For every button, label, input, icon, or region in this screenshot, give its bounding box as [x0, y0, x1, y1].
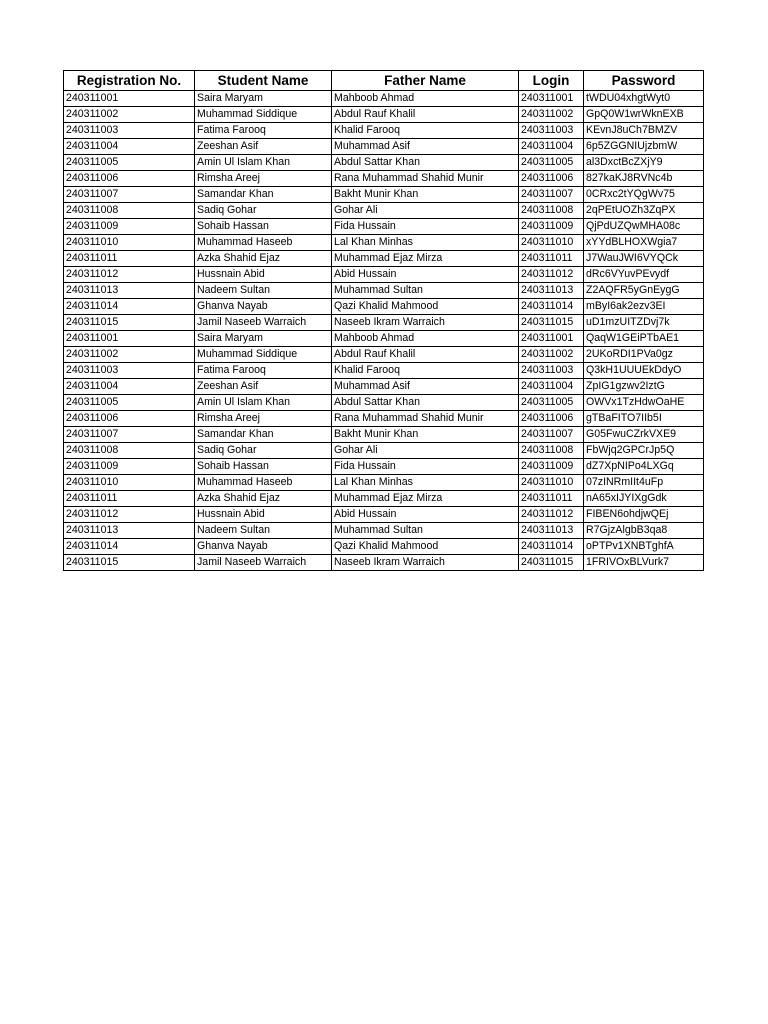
- login-cell: 240311005: [519, 155, 584, 171]
- registration-no-cell: 240311015: [64, 315, 195, 331]
- table-row: [64, 443, 704, 459]
- student-name-cell: Sadiq Gohar: [195, 203, 332, 219]
- registration-no-cell: 240311002: [64, 347, 195, 363]
- login-cell: 240311015: [519, 555, 584, 571]
- login-cell: 240311006: [519, 171, 584, 187]
- registration-no-cell: 240311010: [64, 475, 195, 491]
- student-name-cell: Samandar Khan: [195, 187, 332, 203]
- password-cell: xYYdBLHOXWgia7: [584, 235, 704, 251]
- registration-no-cell: 240311003: [64, 123, 195, 139]
- registration-no-cell: 240311012: [64, 507, 195, 523]
- student-name-cell: Jamil Naseeb Warraich: [195, 315, 332, 331]
- table-row: [64, 123, 704, 139]
- student-name-cell: Jamil Naseeb Warraich: [195, 555, 332, 571]
- password-cell: 827kaKJ8RVNc4b: [584, 171, 704, 187]
- login-cell: 240311008: [519, 443, 584, 459]
- father-name-cell: Muhammad Ejaz Mirza: [332, 251, 519, 267]
- student-name-cell: Fatima Farooq: [195, 123, 332, 139]
- father-name-cell: Abdul Rauf Khalil: [332, 347, 519, 363]
- student-name-cell: Azka Shahid Ejaz: [195, 491, 332, 507]
- student-name-cell: Zeeshan Asif: [195, 139, 332, 155]
- table-row: [64, 379, 704, 395]
- father-name-cell: Bakht Munir Khan: [332, 427, 519, 443]
- table-row: [64, 523, 704, 539]
- father-name-cell: Naseeb Ikram Warraich: [332, 315, 519, 331]
- student-name-cell: Hussnain Abid: [195, 267, 332, 283]
- table-row: [64, 347, 704, 363]
- password-cell: FbWjq2GPCrJp5Q: [584, 443, 704, 459]
- login-cell: 240311009: [519, 459, 584, 475]
- table-row: [64, 155, 704, 171]
- student-name-cell: Saira Maryam: [195, 331, 332, 347]
- password-cell: 07zINRmIIt4uFp: [584, 475, 704, 491]
- table-row: [64, 299, 704, 315]
- table-row: [64, 235, 704, 251]
- login-cell: 240311002: [519, 347, 584, 363]
- header-student-name: Student Name: [195, 71, 332, 91]
- father-name-cell: Lal Khan Minhas: [332, 235, 519, 251]
- father-name-cell: Muhammad Asif: [332, 379, 519, 395]
- table-row: [64, 283, 704, 299]
- table-row: [64, 139, 704, 155]
- father-name-cell: Abid Hussain: [332, 267, 519, 283]
- table-row: [64, 491, 704, 507]
- father-name-cell: Muhammad Sultan: [332, 523, 519, 539]
- father-name-cell: Muhammad Ejaz Mirza: [332, 491, 519, 507]
- father-name-cell: Mahboob Ahmad: [332, 331, 519, 347]
- credentials-table: [63, 70, 704, 571]
- table-body: [64, 91, 704, 571]
- father-name-cell: Fida Hussain: [332, 219, 519, 235]
- login-cell: 240311010: [519, 475, 584, 491]
- login-cell: 240311014: [519, 299, 584, 315]
- father-name-cell: Qazi Khalid Mahmood: [332, 299, 519, 315]
- student-name-cell: Fatima Farooq: [195, 363, 332, 379]
- password-cell: oPTPv1XNBTghfA: [584, 539, 704, 555]
- father-name-cell: Qazi Khalid Mahmood: [332, 539, 519, 555]
- father-name-cell: Lal Khan Minhas: [332, 475, 519, 491]
- student-name-cell: Muhammad Siddique: [195, 107, 332, 123]
- student-name-cell: Zeeshan Asif: [195, 379, 332, 395]
- login-cell: 240311004: [519, 139, 584, 155]
- table-row: [64, 107, 704, 123]
- header-password: Password: [584, 71, 704, 91]
- father-name-cell: Abdul Sattar Khan: [332, 155, 519, 171]
- table-row: [64, 219, 704, 235]
- student-name-cell: Amin Ul Islam Khan: [195, 155, 332, 171]
- student-name-cell: Saira Maryam: [195, 91, 332, 107]
- table-row: [64, 187, 704, 203]
- table-row: [64, 203, 704, 219]
- registration-no-cell: 240311004: [64, 379, 195, 395]
- father-name-cell: Khalid Farooq: [332, 363, 519, 379]
- table-row: [64, 267, 704, 283]
- login-cell: 240311003: [519, 363, 584, 379]
- table-row: [64, 331, 704, 347]
- registration-no-cell: 240311011: [64, 251, 195, 267]
- student-name-cell: Sohaib Hassan: [195, 459, 332, 475]
- login-cell: 240311005: [519, 395, 584, 411]
- login-cell: 240311012: [519, 507, 584, 523]
- password-cell: gTBaFITO7IIb5I: [584, 411, 704, 427]
- student-name-cell: Nadeem Sultan: [195, 283, 332, 299]
- student-name-cell: Sohaib Hassan: [195, 219, 332, 235]
- login-cell: 240311010: [519, 235, 584, 251]
- login-cell: 240311015: [519, 315, 584, 331]
- student-name-cell: Samandar Khan: [195, 427, 332, 443]
- registration-no-cell: 240311011: [64, 491, 195, 507]
- login-cell: 240311009: [519, 219, 584, 235]
- student-name-cell: Azka Shahid Ejaz: [195, 251, 332, 267]
- father-name-cell: Khalid Farooq: [332, 123, 519, 139]
- login-cell: 240311003: [519, 123, 584, 139]
- login-cell: 240311013: [519, 523, 584, 539]
- password-cell: G05FwuCZrkVXE9: [584, 427, 704, 443]
- father-name-cell: Abid Hussain: [332, 507, 519, 523]
- table-row: [64, 555, 704, 571]
- table-row: [64, 251, 704, 267]
- student-name-cell: Muhammad Siddique: [195, 347, 332, 363]
- password-cell: mByI6ak2ezv3EI: [584, 299, 704, 315]
- password-cell: R7GjzAlgbB3qa8: [584, 523, 704, 539]
- father-name-cell: Muhammad Asif: [332, 139, 519, 155]
- password-cell: QaqW1GEiPTbAE1: [584, 331, 704, 347]
- password-cell: Z2AQFR5yGnEygG: [584, 283, 704, 299]
- header-father-name: Father Name: [332, 71, 519, 91]
- login-cell: 240311012: [519, 267, 584, 283]
- login-cell: 240311014: [519, 539, 584, 555]
- registration-no-cell: 240311001: [64, 91, 195, 107]
- registration-no-cell: 240311014: [64, 299, 195, 315]
- table-row: [64, 91, 704, 107]
- registration-no-cell: 240311008: [64, 203, 195, 219]
- password-cell: uD1mzUITZDvj7k: [584, 315, 704, 331]
- password-cell: dZ7XpNIPo4LXGq: [584, 459, 704, 475]
- father-name-cell: Gohar Ali: [332, 203, 519, 219]
- student-name-cell: Muhammad Haseeb: [195, 475, 332, 491]
- registration-no-cell: 240311006: [64, 411, 195, 427]
- login-cell: 240311001: [519, 331, 584, 347]
- father-name-cell: Naseeb Ikram Warraich: [332, 555, 519, 571]
- header-login: Login: [519, 71, 584, 91]
- father-name-cell: Mahboob Ahmad: [332, 91, 519, 107]
- table-row: [64, 427, 704, 443]
- table-row: [64, 459, 704, 475]
- registration-no-cell: 240311009: [64, 459, 195, 475]
- student-name-cell: Rimsha Areej: [195, 171, 332, 187]
- registration-no-cell: 240311013: [64, 523, 195, 539]
- password-cell: 2UKoRDI1PVa0gz: [584, 347, 704, 363]
- father-name-cell: Abdul Sattar Khan: [332, 395, 519, 411]
- login-cell: 240311006: [519, 411, 584, 427]
- password-cell: dRc6VYuvPEvydf: [584, 267, 704, 283]
- login-cell: 240311008: [519, 203, 584, 219]
- login-cell: 240311007: [519, 187, 584, 203]
- password-cell: GpQ0W1wrWknEXB: [584, 107, 704, 123]
- login-cell: 240311007: [519, 427, 584, 443]
- table-row: [64, 395, 704, 411]
- password-cell: KEvnJ8uCh7BMZV: [584, 123, 704, 139]
- password-cell: Q3kH1UUUEkDdyO: [584, 363, 704, 379]
- registration-no-cell: 240311010: [64, 235, 195, 251]
- table-row: [64, 475, 704, 491]
- header-row: [64, 71, 704, 91]
- password-cell: ZpIG1gzwv2IztG: [584, 379, 704, 395]
- student-name-cell: Ghanva Nayab: [195, 299, 332, 315]
- table-row: [64, 411, 704, 427]
- password-cell: QjPdUZQwMHA08c: [584, 219, 704, 235]
- registration-no-cell: 240311004: [64, 139, 195, 155]
- table-row: [64, 507, 704, 523]
- father-name-cell: Gohar Ali: [332, 443, 519, 459]
- father-name-cell: Abdul Rauf Khalil: [332, 107, 519, 123]
- password-cell: J7WauJWI6VYQCk: [584, 251, 704, 267]
- password-cell: tWDU04xhgtWyt0: [584, 91, 704, 107]
- login-cell: 240311002: [519, 107, 584, 123]
- registration-no-cell: 240311006: [64, 171, 195, 187]
- password-cell: 0CRxc2tYQgWv75: [584, 187, 704, 203]
- table-row: [64, 315, 704, 331]
- password-cell: nA65xIJYIXgGdk: [584, 491, 704, 507]
- login-cell: 240311011: [519, 251, 584, 267]
- father-name-cell: Muhammad Sultan: [332, 283, 519, 299]
- student-name-cell: Rimsha Areej: [195, 411, 332, 427]
- father-name-cell: Fida Hussain: [332, 459, 519, 475]
- password-cell: al3DxctBcZXjY9: [584, 155, 704, 171]
- registration-no-cell: 240311002: [64, 107, 195, 123]
- login-cell: 240311001: [519, 91, 584, 107]
- header-registration-no: Registration No.: [64, 71, 195, 91]
- registration-no-cell: 240311003: [64, 363, 195, 379]
- table-row: [64, 363, 704, 379]
- registration-no-cell: 240311013: [64, 283, 195, 299]
- registration-no-cell: 240311005: [64, 395, 195, 411]
- password-cell: 6p5ZGGNIUjzbmW: [584, 139, 704, 155]
- father-name-cell: Rana Muhammad Shahid Munir: [332, 171, 519, 187]
- table-row: [64, 539, 704, 555]
- login-cell: 240311004: [519, 379, 584, 395]
- student-name-cell: Nadeem Sultan: [195, 523, 332, 539]
- registration-no-cell: 240311005: [64, 155, 195, 171]
- password-cell: FIBEN6ohdjwQEj: [584, 507, 704, 523]
- login-cell: 240311013: [519, 283, 584, 299]
- registration-no-cell: 240311007: [64, 187, 195, 203]
- student-name-cell: Amin Ul Islam Khan: [195, 395, 332, 411]
- password-cell: 2qPEtUOZh3ZqPX: [584, 203, 704, 219]
- registration-no-cell: 240311014: [64, 539, 195, 555]
- student-name-cell: Hussnain Abid: [195, 507, 332, 523]
- registration-no-cell: 240311012: [64, 267, 195, 283]
- password-cell: OWVx1TzHdwOaHE: [584, 395, 704, 411]
- student-name-cell: Sadiq Gohar: [195, 443, 332, 459]
- table-header: [64, 71, 704, 91]
- registration-no-cell: 240311015: [64, 555, 195, 571]
- father-name-cell: Bakht Munir Khan: [332, 187, 519, 203]
- student-name-cell: Muhammad Haseeb: [195, 235, 332, 251]
- login-cell: 240311011: [519, 491, 584, 507]
- student-name-cell: Ghanva Nayab: [195, 539, 332, 555]
- table-row: [64, 171, 704, 187]
- father-name-cell: Rana Muhammad Shahid Munir: [332, 411, 519, 427]
- registration-no-cell: 240311001: [64, 331, 195, 347]
- registration-no-cell: 240311009: [64, 219, 195, 235]
- password-cell: 1FRIVOxBLVurk7: [584, 555, 704, 571]
- registration-no-cell: 240311008: [64, 443, 195, 459]
- registration-no-cell: 240311007: [64, 427, 195, 443]
